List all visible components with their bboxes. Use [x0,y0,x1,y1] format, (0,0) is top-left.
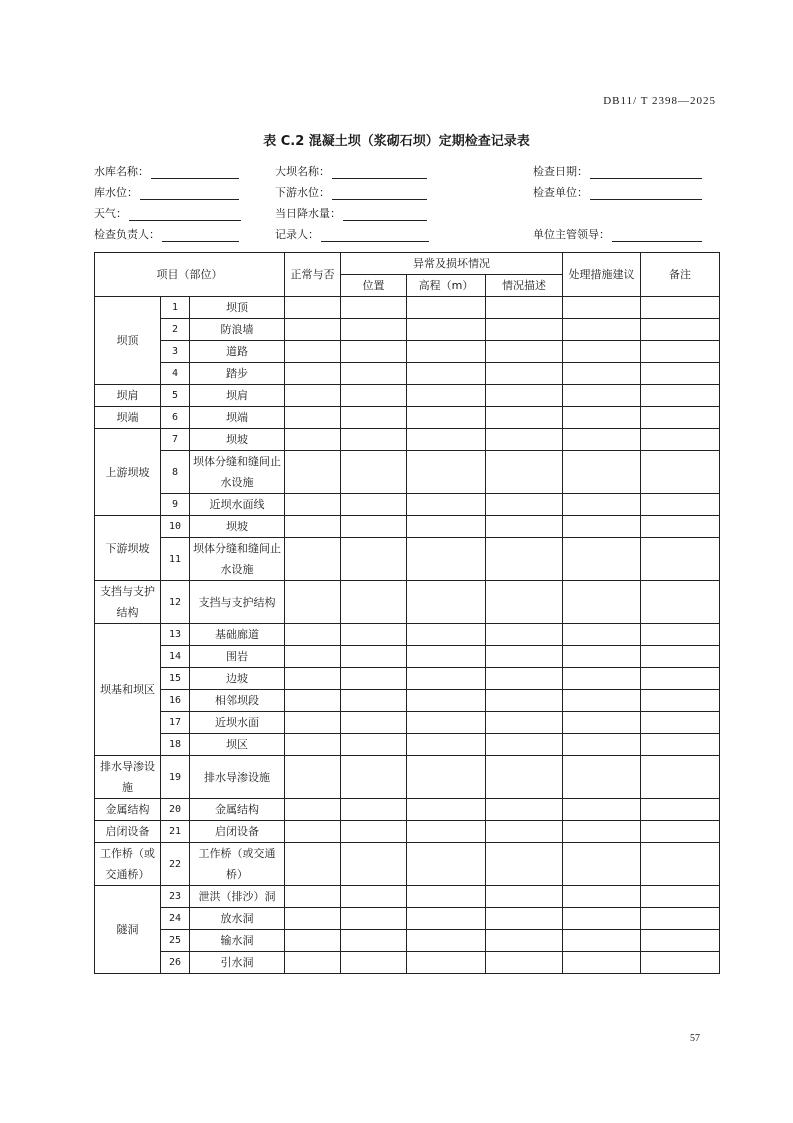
downstream-level-label: 下游水位： [275,186,330,199]
item-number-cell: 12 [161,581,190,624]
description-cell[interactable] [486,581,563,624]
check-date-field [533,163,702,179]
item-name-cell: 围岩 [190,646,285,668]
measures-cell[interactable] [563,908,641,930]
measures-cell[interactable] [563,930,641,952]
description-cell[interactable] [486,429,563,451]
elevation-cell[interactable] [407,646,486,668]
remarks-cell[interactable] [641,624,720,646]
remarks-cell[interactable] [641,319,720,341]
item-number-cell: 4 [161,363,190,385]
position-cell[interactable] [341,886,407,908]
description-cell[interactable] [486,407,563,429]
measures-cell[interactable] [563,690,641,712]
position-cell[interactable] [341,690,407,712]
check-unit-field [533,184,702,200]
description-cell[interactable] [486,843,563,886]
elevation-cell[interactable] [407,952,486,974]
table-row [95,341,720,363]
remarks-cell[interactable] [641,341,720,363]
description-cell[interactable] [486,451,563,494]
elevation-cell[interactable] [407,690,486,712]
elevation-cell[interactable] [407,297,486,319]
header-remarks: 备注 [641,253,720,297]
table-row [95,516,720,538]
remarks-cell[interactable] [641,821,720,843]
table-row [95,930,720,952]
header-elevation: 高程（m） [407,275,486,297]
elevation-cell[interactable] [407,319,486,341]
item-number-cell: 9 [161,494,190,516]
description-cell[interactable] [486,646,563,668]
remarks-cell[interactable] [641,407,720,429]
check-date-input[interactable] [590,166,702,179]
item-name-cell: 防浪墙 [190,319,285,341]
weather-field [94,205,241,221]
table-row [95,451,720,494]
position-cell[interactable] [341,494,407,516]
unit-leader-input[interactable] [612,229,702,242]
group-name-cell: 坝基和坝区 [95,624,161,756]
table-row [95,624,720,646]
position-cell[interactable] [341,799,407,821]
table-row [95,646,720,668]
remarks-cell[interactable] [641,930,720,952]
item-number-cell: 11 [161,538,190,581]
position-cell[interactable] [341,734,407,756]
normal-cell[interactable] [285,581,341,624]
table-row [95,799,720,821]
description-cell[interactable] [486,712,563,734]
item-name-cell: 坝体分缝和缝间止水设施 [190,451,285,494]
normal-cell[interactable] [285,429,341,451]
recorder-input[interactable] [321,229,429,242]
elevation-cell[interactable] [407,516,486,538]
description-cell[interactable] [486,538,563,581]
recorder-label: 记录人： [275,228,319,241]
table-row [95,712,720,734]
remarks-cell[interactable] [641,952,720,974]
item-name-cell: 坝坡 [190,429,285,451]
table-row [95,756,720,799]
item-name-cell: 排水导渗设施 [190,756,285,799]
description-cell[interactable] [486,886,563,908]
item-number-cell: 26 [161,952,190,974]
item-number-cell: 19 [161,756,190,799]
normal-cell[interactable] [285,538,341,581]
standard-code: DB11/ T 2398—2025 [603,95,716,107]
elevation-cell[interactable] [407,407,486,429]
normal-cell[interactable] [285,319,341,341]
item-number-cell: 24 [161,908,190,930]
measures-cell[interactable] [563,363,641,385]
normal-cell[interactable] [285,930,341,952]
weather-input[interactable] [129,208,241,221]
header-measures: 处理措施建议 [563,253,641,297]
table-row [95,952,720,974]
description-cell[interactable] [486,297,563,319]
description-cell[interactable] [486,668,563,690]
table-row [95,886,720,908]
elevation-cell[interactable] [407,886,486,908]
measures-cell[interactable] [563,407,641,429]
item-number-cell: 10 [161,516,190,538]
item-name-cell: 泄洪（排沙）洞 [190,886,285,908]
position-cell[interactable] [341,385,407,407]
remarks-cell[interactable] [641,538,720,581]
table-row [95,843,720,886]
elevation-cell[interactable] [407,581,486,624]
item-number-cell: 18 [161,734,190,756]
table-row [95,668,720,690]
item-name-cell: 近坝水面线 [190,494,285,516]
item-name-cell: 基础廊道 [190,624,285,646]
remarks-cell[interactable] [641,297,720,319]
reservoir-level-label: 库水位： [94,186,138,199]
group-name-cell: 启闭设备 [95,821,161,843]
item-name-cell: 支挡与支护结构 [190,581,285,624]
measures-cell[interactable] [563,668,641,690]
rainfall-field [275,205,427,221]
elevation-cell[interactable] [407,734,486,756]
normal-cell[interactable] [285,908,341,930]
position-cell[interactable] [341,516,407,538]
check-unit-input[interactable] [590,187,702,200]
reservoir-name-field [94,163,239,179]
item-name-cell: 输水洞 [190,930,285,952]
table-row [95,581,720,624]
item-number-cell: 22 [161,843,190,886]
position-cell[interactable] [341,908,407,930]
item-name-cell: 坝肩 [190,385,285,407]
position-cell[interactable] [341,319,407,341]
recorder-field [275,226,429,242]
group-name-cell: 坝端 [95,407,161,429]
item-name-cell: 坝区 [190,734,285,756]
measures-cell[interactable] [563,451,641,494]
elevation-cell[interactable] [407,668,486,690]
table-row [95,385,720,407]
item-number-cell: 3 [161,341,190,363]
description-cell[interactable] [486,799,563,821]
remarks-cell[interactable] [641,799,720,821]
header-normal: 正常与否 [285,253,341,297]
header-abnormal: 异常及损坏情况 [341,253,563,275]
elevation-cell[interactable] [407,756,486,799]
description-cell[interactable] [486,930,563,952]
page-number: 57 [690,1033,700,1044]
measures-cell[interactable] [563,581,641,624]
position-cell[interactable] [341,646,407,668]
table-title: 表 C.2 混凝土坝（浆砌石坝）定期检查记录表 [263,134,530,149]
remarks-cell[interactable] [641,668,720,690]
item-number-cell: 7 [161,429,190,451]
table-row [95,319,720,341]
normal-cell[interactable] [285,690,341,712]
item-name-cell: 坝端 [190,407,285,429]
position-cell[interactable] [341,429,407,451]
item-name-cell: 金属结构 [190,799,285,821]
normal-cell[interactable] [285,341,341,363]
item-name-cell: 工作桥（或交通桥） [190,843,285,886]
measures-cell[interactable] [563,516,641,538]
normal-cell[interactable] [285,451,341,494]
item-name-cell: 坝顶 [190,297,285,319]
remarks-cell[interactable] [641,363,720,385]
group-name-cell: 下游坝坡 [95,516,161,581]
description-cell[interactable] [486,734,563,756]
item-number-cell: 21 [161,821,190,843]
item-number-cell: 2 [161,319,190,341]
table-row [95,538,720,581]
position-cell[interactable] [341,363,407,385]
reservoir-name-label: 水库名称： [94,165,149,178]
check-leader-label: 检查负责人： [94,228,160,241]
dam-name-field [275,163,427,179]
elevation-cell[interactable] [407,821,486,843]
group-name-cell: 金属结构 [95,799,161,821]
item-name-cell: 近坝水面 [190,712,285,734]
measures-cell[interactable] [563,756,641,799]
position-cell[interactable] [341,451,407,494]
elevation-cell[interactable] [407,799,486,821]
elevation-cell[interactable] [407,930,486,952]
check-unit-label: 检查单位： [533,186,588,199]
elevation-cell[interactable] [407,494,486,516]
item-number-cell: 8 [161,451,190,494]
position-cell[interactable] [341,407,407,429]
item-name-cell: 坝体分缝和缝间止水设施 [190,538,285,581]
elevation-cell[interactable] [407,908,486,930]
remarks-cell[interactable] [641,451,720,494]
item-name-cell: 坝坡 [190,516,285,538]
position-cell[interactable] [341,821,407,843]
measures-cell[interactable] [563,624,641,646]
item-number-cell: 5 [161,385,190,407]
measures-cell[interactable] [563,297,641,319]
description-cell[interactable] [486,319,563,341]
measures-cell[interactable] [563,952,641,974]
check-date-label: 检查日期： [533,165,588,178]
measures-cell[interactable] [563,341,641,363]
measures-cell[interactable] [563,646,641,668]
item-number-cell: 15 [161,668,190,690]
remarks-cell[interactable] [641,494,720,516]
header-item: 项目（部位） [95,253,285,297]
remarks-cell[interactable] [641,516,720,538]
normal-cell[interactable] [285,799,341,821]
measures-cell[interactable] [563,843,641,886]
remarks-cell[interactable] [641,429,720,451]
table-row [95,363,720,385]
table-row [95,429,720,451]
description-cell[interactable] [486,624,563,646]
measures-cell[interactable] [563,799,641,821]
item-name-cell: 引水洞 [190,952,285,974]
description-cell[interactable] [486,952,563,974]
item-name-cell: 边坡 [190,668,285,690]
measures-cell[interactable] [563,538,641,581]
item-number-cell: 16 [161,690,190,712]
normal-cell[interactable] [285,756,341,799]
remarks-cell[interactable] [641,908,720,930]
measures-cell[interactable] [563,319,641,341]
elevation-cell[interactable] [407,451,486,494]
group-name-cell: 隧洞 [95,886,161,974]
measures-cell[interactable] [563,712,641,734]
item-number-cell: 17 [161,712,190,734]
item-number-cell: 1 [161,297,190,319]
normal-cell[interactable] [285,821,341,843]
position-cell[interactable] [341,756,407,799]
elevation-cell[interactable] [407,429,486,451]
position-cell[interactable] [341,341,407,363]
position-cell[interactable] [341,538,407,581]
unit-leader-label: 单位主管领导： [533,228,610,241]
header-position: 位置 [341,275,407,297]
item-number-cell: 20 [161,799,190,821]
table-row [95,494,720,516]
description-cell[interactable] [486,385,563,407]
dam-name-label: 大坝名称： [275,165,330,178]
table-row [95,407,720,429]
elevation-cell[interactable] [407,385,486,407]
normal-cell[interactable] [285,886,341,908]
description-cell[interactable] [486,516,563,538]
normal-cell[interactable] [285,734,341,756]
measures-cell[interactable] [563,734,641,756]
remarks-cell[interactable] [641,886,720,908]
header-description: 情况描述 [486,275,563,297]
remarks-cell[interactable] [641,646,720,668]
position-cell[interactable] [341,930,407,952]
remarks-cell[interactable] [641,734,720,756]
item-number-cell: 23 [161,886,190,908]
item-number-cell: 6 [161,407,190,429]
rainfall-label: 当日降水量： [275,207,341,220]
remarks-cell[interactable] [641,690,720,712]
table-row [95,734,720,756]
dam-name-input[interactable] [332,166,427,179]
remarks-cell[interactable] [641,712,720,734]
unit-leader-field [533,226,702,242]
group-name-cell: 支挡与支护结构 [95,581,161,624]
normal-cell[interactable] [285,385,341,407]
description-cell[interactable] [486,494,563,516]
normal-cell[interactable] [285,494,341,516]
measures-cell[interactable] [563,385,641,407]
description-cell[interactable] [486,908,563,930]
remarks-cell[interactable] [641,385,720,407]
item-name-cell: 启闭设备 [190,821,285,843]
check-leader-field [94,226,239,242]
reservoir-name-input[interactable] [151,166,239,179]
group-name-cell: 坝顶 [95,297,161,385]
table-row [95,690,720,712]
item-name-cell: 相邻坝段 [190,690,285,712]
position-cell[interactable] [341,581,407,624]
normal-cell[interactable] [285,516,341,538]
reservoir-level-input[interactable] [140,187,239,200]
group-name-cell: 坝肩 [95,385,161,407]
group-name-cell: 工作桥（或交通桥） [95,843,161,886]
check-leader-input[interactable] [162,229,239,242]
measures-cell[interactable] [563,494,641,516]
normal-cell[interactable] [285,407,341,429]
position-cell[interactable] [341,712,407,734]
elevation-cell[interactable] [407,538,486,581]
item-name-cell: 放水洞 [190,908,285,930]
elevation-cell[interactable] [407,341,486,363]
item-name-cell: 道路 [190,341,285,363]
table-row [95,821,720,843]
normal-cell[interactable] [285,363,341,385]
weather-label: 天气： [94,207,127,220]
downstream-level-field [275,184,427,200]
normal-cell[interactable] [285,668,341,690]
position-cell[interactable] [341,297,407,319]
reservoir-level-field [94,184,239,200]
measures-cell[interactable] [563,429,641,451]
group-name-cell: 上游坝坡 [95,429,161,516]
position-cell[interactable] [341,952,407,974]
table-row [95,908,720,930]
position-cell[interactable] [341,843,407,886]
measures-cell[interactable] [563,886,641,908]
normal-cell[interactable] [285,646,341,668]
rainfall-input[interactable] [343,208,427,221]
group-name-cell: 排水导渗设施 [95,756,161,799]
remarks-cell[interactable] [641,843,720,886]
position-cell[interactable] [341,624,407,646]
elevation-cell[interactable] [407,712,486,734]
downstream-level-input[interactable] [332,187,427,200]
elevation-cell[interactable] [407,363,486,385]
description-cell[interactable] [486,756,563,799]
remarks-cell[interactable] [641,581,720,624]
item-name-cell: 踏步 [190,363,285,385]
inspection-record-table [94,252,720,974]
item-number-cell: 13 [161,624,190,646]
measures-cell[interactable] [563,821,641,843]
item-number-cell: 14 [161,646,190,668]
remarks-cell[interactable] [641,756,720,799]
position-cell[interactable] [341,668,407,690]
elevation-cell[interactable] [407,624,486,646]
item-number-cell: 25 [161,930,190,952]
elevation-cell[interactable] [407,843,486,886]
normal-cell[interactable] [285,952,341,974]
description-cell[interactable] [486,690,563,712]
description-cell[interactable] [486,341,563,363]
normal-cell[interactable] [285,712,341,734]
description-cell[interactable] [486,821,563,843]
description-cell[interactable] [486,363,563,385]
normal-cell[interactable] [285,843,341,886]
normal-cell[interactable] [285,624,341,646]
normal-cell[interactable] [285,297,341,319]
table-row [95,297,720,319]
